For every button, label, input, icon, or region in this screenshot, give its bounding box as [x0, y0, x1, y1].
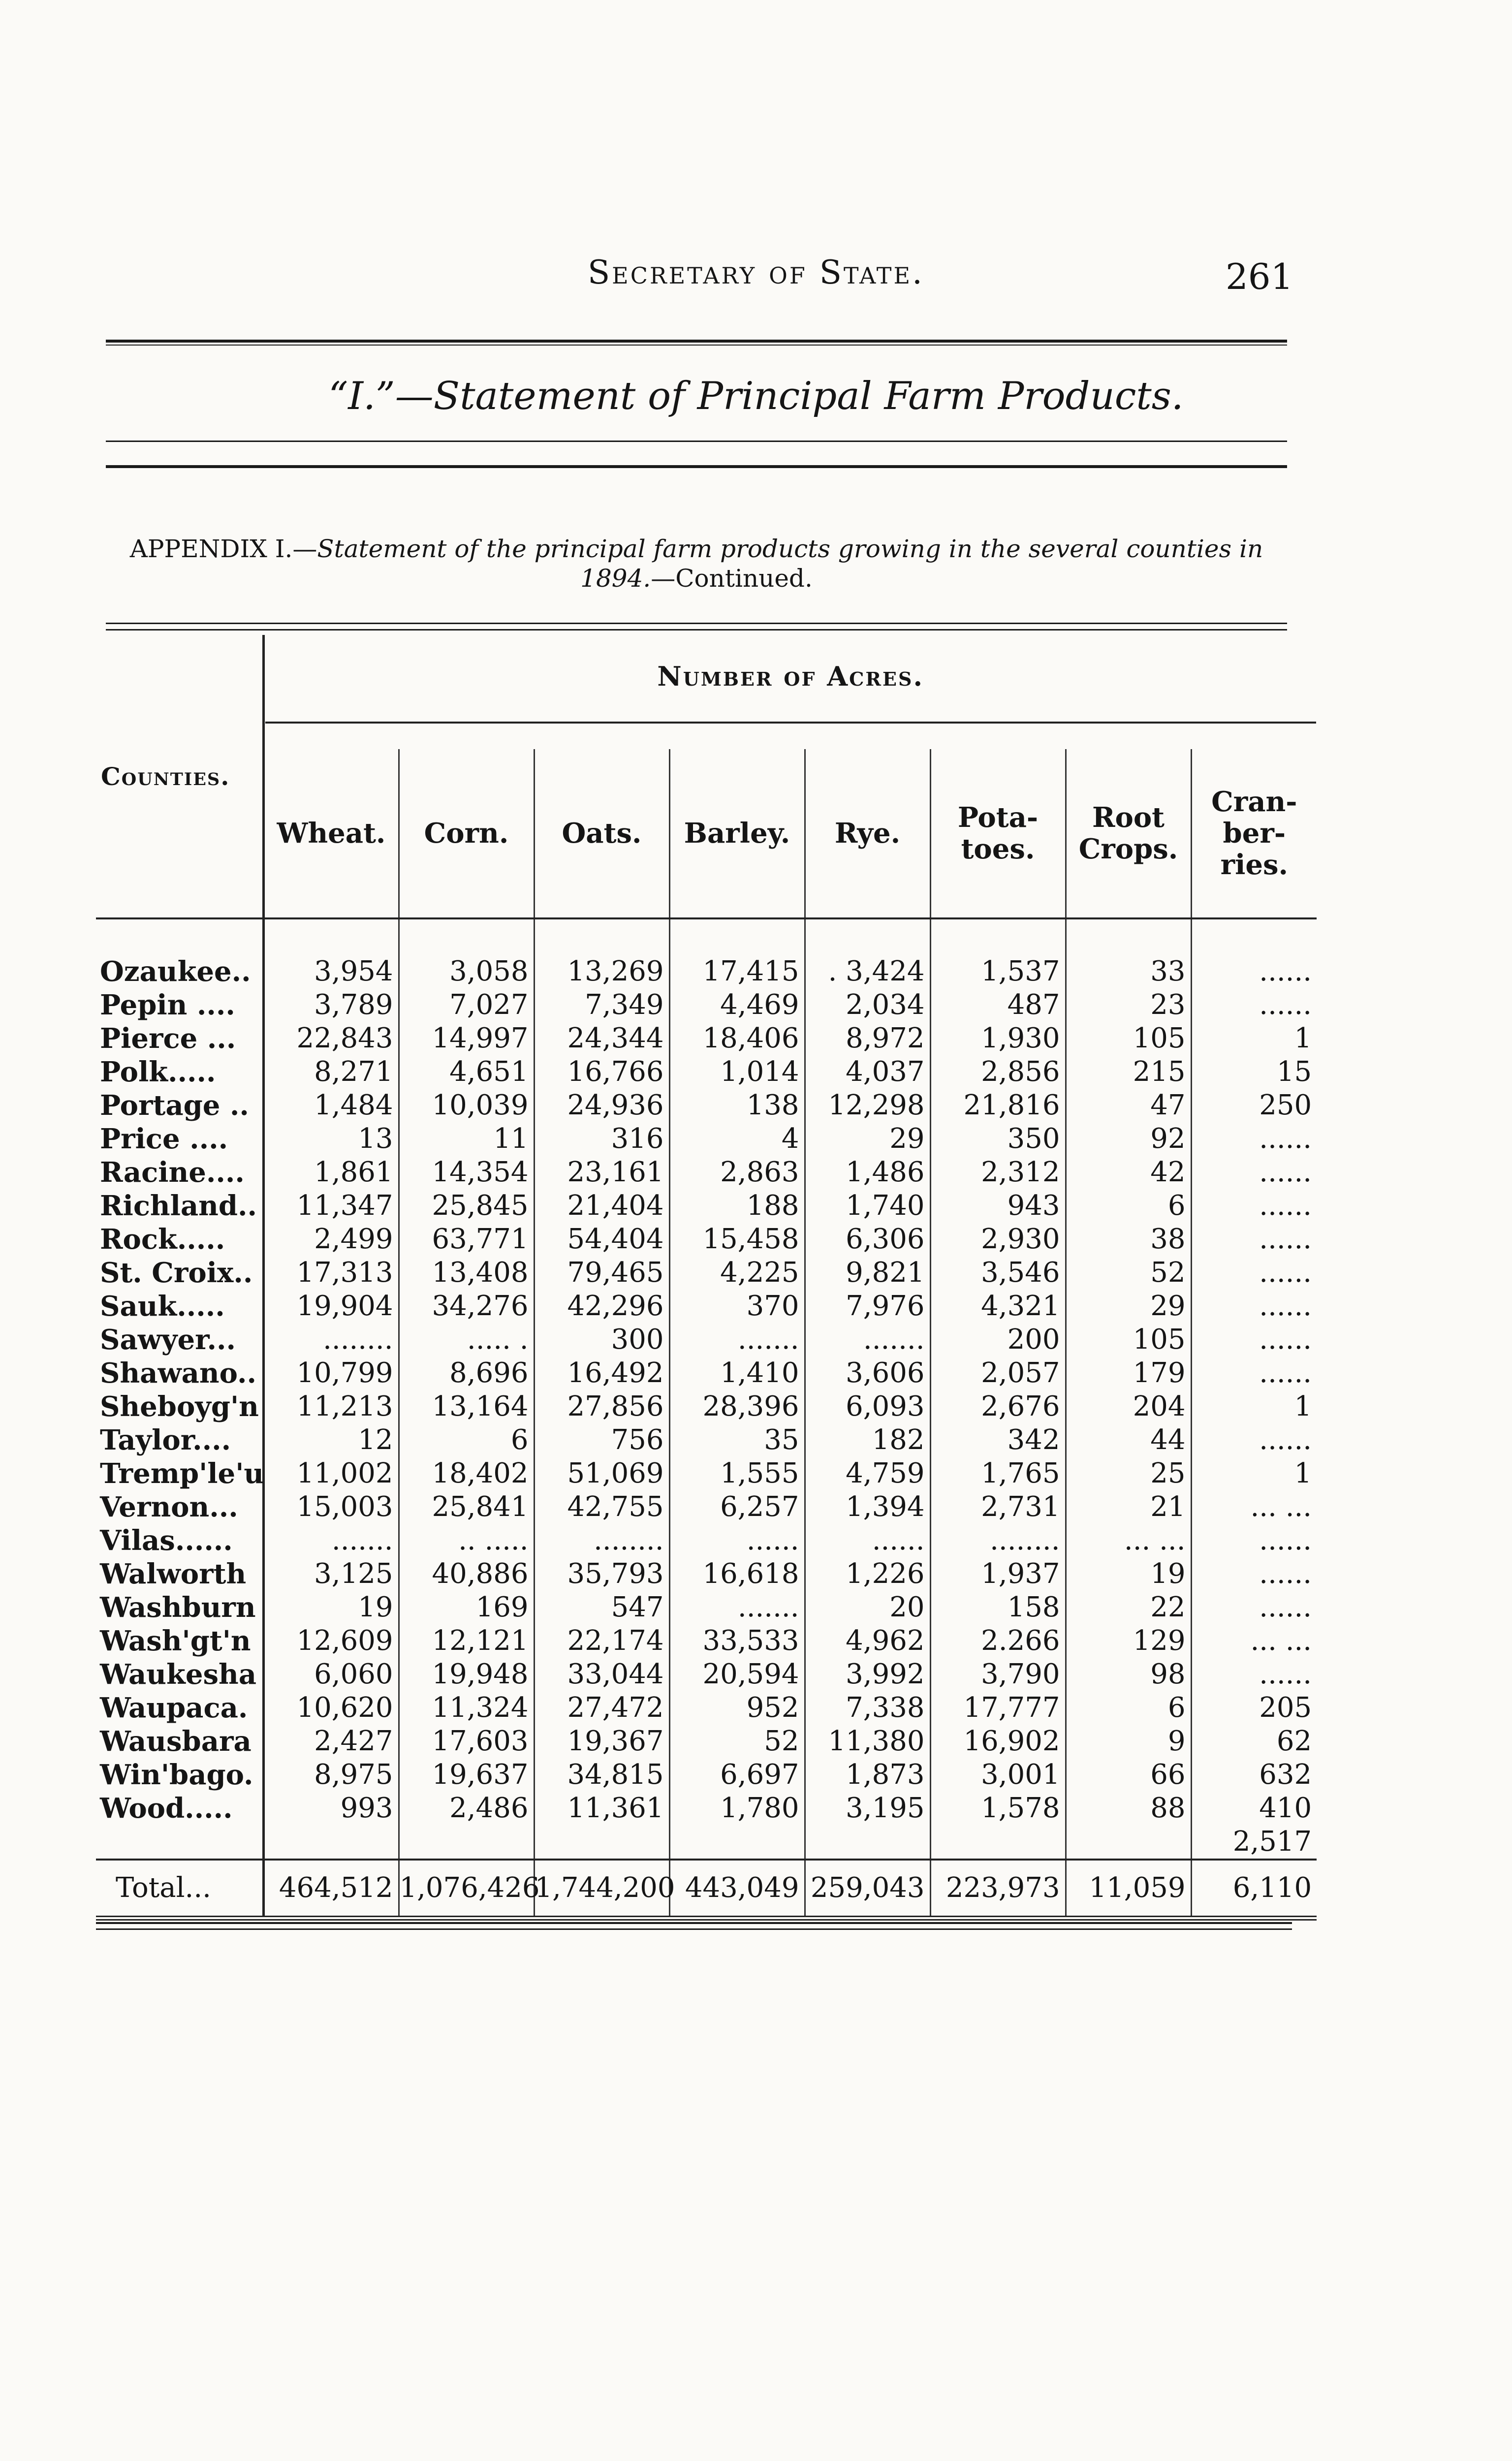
table-cell: 3,789: [263, 988, 399, 1022]
table-cell: 15: [1191, 1055, 1317, 1089]
table-cell: 38: [1066, 1223, 1191, 1256]
table-row: [96, 1156, 1317, 1189]
table-cell: 22,174: [534, 1624, 669, 1658]
table-cell: 17,313: [263, 1256, 399, 1290]
table-cell: .......: [669, 1323, 805, 1357]
table-cell: 21,816: [930, 1089, 1066, 1122]
county-name: Price ....: [100, 1123, 228, 1155]
total-row: [96, 1860, 1317, 1918]
table-cell: 6: [1066, 1691, 1191, 1725]
county-name: Win'bago.: [100, 1759, 253, 1791]
table-cell: 4,759: [805, 1457, 930, 1490]
county-name: Tremp'le'u: [100, 1457, 264, 1490]
table-cell: 2,731: [930, 1490, 1066, 1524]
table-cell: 3,195: [805, 1792, 930, 1825]
table-cell: ........: [263, 1323, 399, 1357]
county-name: Washburn: [100, 1591, 256, 1624]
table-row: [96, 1658, 1317, 1691]
table-cell: 27,472: [534, 1691, 669, 1725]
table-row: [96, 1524, 1317, 1557]
table-cell: 205: [1191, 1691, 1317, 1725]
table-row: [96, 1457, 1317, 1490]
table-cell: 22: [1066, 1591, 1191, 1624]
table-cell: 25,845: [399, 1189, 534, 1223]
table-cell: 11,002: [263, 1457, 399, 1490]
table-cell: 7,027: [399, 988, 534, 1022]
table-cell: 12,121: [399, 1624, 534, 1658]
county-name: Vernon...: [100, 1491, 238, 1523]
table-cell: 215: [1066, 1055, 1191, 1089]
table-cell: ......: [1191, 1323, 1317, 1357]
table-cell: 952: [669, 1691, 805, 1725]
table-cell: 19,367: [534, 1725, 669, 1758]
table-cell: 6: [1066, 1189, 1191, 1223]
table-cell: ......: [1191, 1524, 1317, 1557]
table-cell: 4,469: [669, 988, 805, 1022]
top-rule: [106, 340, 1287, 343]
table-cell: 19,948: [399, 1658, 534, 1691]
table-cell: 11,213: [263, 1390, 399, 1423]
table-row: [96, 1055, 1317, 1089]
table-cell: 16,766: [534, 1055, 669, 1089]
total-cell: 11,059: [1066, 1860, 1191, 1918]
table-cell: 8,975: [263, 1758, 399, 1792]
table-cell: 2,486: [399, 1792, 534, 1825]
table-row: [96, 1390, 1317, 1423]
table-cell: ......: [1191, 1591, 1317, 1624]
column-header: Oats.: [534, 749, 669, 918]
table-cell: .......: [805, 1323, 930, 1357]
table-cell: 21,404: [534, 1189, 669, 1223]
table-cell: 943: [930, 1189, 1066, 1223]
table-cell: ......: [1191, 1256, 1317, 1290]
table-cell: 62: [1191, 1725, 1317, 1758]
table-cell: ......: [805, 1524, 930, 1557]
appendix-caption-text: Statement of the principal farm products growing in the several counties in 1894.: [317, 535, 1263, 593]
table-cell: 35,793: [534, 1557, 669, 1591]
total-cell: 464,512: [263, 1860, 399, 1918]
county-name: Vilas......: [100, 1524, 233, 1557]
county-name: Pepin ....: [100, 989, 235, 1021]
table-cell: 18,406: [669, 1022, 805, 1055]
running-head: Secretary of State.: [587, 253, 925, 291]
table-cell: 1: [1191, 1390, 1317, 1423]
table-cell: 2.266: [930, 1624, 1066, 1658]
table-cell: ......: [1191, 1423, 1317, 1457]
table-cell: 1,861: [263, 1156, 399, 1189]
table-row: [96, 1256, 1317, 1290]
table-cell: 63,771: [399, 1223, 534, 1256]
county-name: Polk.....: [100, 1056, 216, 1088]
table-cell: ......: [1191, 955, 1317, 988]
table-row: [96, 1591, 1317, 1624]
table-cell: ......: [1191, 1189, 1317, 1223]
table-cell: ... ...: [1191, 1624, 1317, 1658]
mid-rule-2: [106, 465, 1287, 468]
table-cell: ......: [1191, 988, 1317, 1022]
table-cell: 19: [263, 1591, 399, 1624]
table-row: [96, 1290, 1317, 1323]
table-cell: 1,555: [669, 1457, 805, 1490]
table-cell: 3,790: [930, 1658, 1066, 1691]
table-row: [96, 955, 1317, 988]
table-cell: .......: [263, 1524, 399, 1557]
county-name: Wausbara: [100, 1725, 252, 1758]
group-header: Number of Acres.: [263, 635, 1317, 749]
table-cell: 3,546: [930, 1256, 1066, 1290]
table-cell: 88: [1066, 1792, 1191, 1825]
table-cell: 51,069: [534, 1457, 669, 1490]
table-cell: 6,306: [805, 1223, 930, 1256]
table-cell: 632: [1191, 1758, 1317, 1792]
table-cell: 14,997: [399, 1022, 534, 1055]
table-cell: 138: [669, 1089, 805, 1122]
county-name: Waukesha: [100, 1658, 256, 1691]
county-name: St. Croix..: [100, 1257, 253, 1289]
county-name: Rock.....: [100, 1223, 225, 1256]
table-cell: 19: [1066, 1557, 1191, 1591]
table-cell: 6: [399, 1423, 534, 1457]
table-cell: ........: [930, 1524, 1066, 1557]
table-cell: 9: [1066, 1725, 1191, 1758]
table-cell: 12,609: [263, 1624, 399, 1658]
table-row: [96, 1323, 1317, 1357]
table-cell: 370: [669, 1290, 805, 1323]
table-row: [96, 1089, 1317, 1122]
table-cell: 2,930: [930, 1223, 1066, 1256]
table-cell: 23,161: [534, 1156, 669, 1189]
table-cell: 24,936: [534, 1089, 669, 1122]
table-cell: 547: [534, 1591, 669, 1624]
table-cell: 250: [1191, 1089, 1317, 1122]
table-cell: 1,937: [930, 1557, 1066, 1591]
table-cell: 29: [805, 1122, 930, 1156]
table-cell: 19,904: [263, 1290, 399, 1323]
table-cell: 20,594: [669, 1658, 805, 1691]
table-cell: 2,034: [805, 988, 930, 1022]
table-cell: ......: [1191, 1557, 1317, 1591]
table-cell: 20: [805, 1591, 930, 1624]
table-row: [96, 1490, 1317, 1524]
county-name: Walworth: [100, 1558, 247, 1590]
county-column-header: Counties.: [96, 635, 263, 918]
table-cell: 1,226: [805, 1557, 930, 1591]
cranberries-extra-value: 2,517: [1191, 1825, 1317, 1860]
table-cell: 1,486: [805, 1156, 930, 1189]
table-cell: 300: [534, 1323, 669, 1357]
farm-products-table: [96, 635, 1317, 1921]
county-name: Ozaukee..: [100, 955, 251, 988]
column-header-row: [96, 749, 1317, 918]
appendix-label: APPENDIX I.—: [129, 535, 317, 563]
table-cell: 1,410: [669, 1357, 805, 1390]
table-cell: 4,037: [805, 1055, 930, 1089]
table-cell: 15,003: [263, 1490, 399, 1524]
table-cell: 2,499: [263, 1223, 399, 1256]
total-cell: 443,049: [669, 1860, 805, 1918]
table-cell: 12: [263, 1423, 399, 1457]
table-cell: 1: [1191, 1457, 1317, 1490]
county-name: Richland..: [100, 1190, 257, 1222]
county-name: Taylor....: [100, 1424, 231, 1456]
table-cell: 1,780: [669, 1792, 805, 1825]
table-cell: 3,125: [263, 1557, 399, 1591]
column-header: Root Crops.: [1066, 749, 1191, 918]
table-cell: 13: [263, 1122, 399, 1156]
county-name: Waupaca.: [100, 1692, 248, 1724]
table-cell: 7,349: [534, 988, 669, 1022]
table-cell: 129: [1066, 1624, 1191, 1658]
table-cell: 182: [805, 1423, 930, 1457]
table-cell: 13,408: [399, 1256, 534, 1290]
table-cell: 18,402: [399, 1457, 534, 1490]
table-cell: 16,618: [669, 1557, 805, 1591]
table-cell: 17,415: [669, 955, 805, 988]
column-header: Cran-ber-ries.: [1191, 749, 1317, 918]
table-cell: 7,338: [805, 1691, 930, 1725]
table-cell: 1,930: [930, 1022, 1066, 1055]
column-header: Corn.: [399, 749, 534, 918]
county-name: Shawano..: [100, 1357, 257, 1389]
table-cell: 23: [1066, 988, 1191, 1022]
table-cell: 17,603: [399, 1725, 534, 1758]
table-cell: 42,296: [534, 1290, 669, 1323]
table-cell: 14,354: [399, 1156, 534, 1189]
bottom-rule-1: [96, 1922, 1292, 1924]
table-cell: ......: [1191, 1357, 1317, 1390]
mid-rule-1: [106, 441, 1287, 442]
table-cell: 16,492: [534, 1357, 669, 1390]
page-number: 261: [1226, 256, 1293, 297]
table-cell: 1,873: [805, 1758, 930, 1792]
table-cell: 200: [930, 1323, 1066, 1357]
table-cell: 35: [669, 1423, 805, 1457]
table-cell: 2,057: [930, 1357, 1066, 1390]
county-name: Racine....: [100, 1156, 245, 1189]
table-cell: 4,321: [930, 1290, 1066, 1323]
table-cell: 105: [1066, 1323, 1191, 1357]
table-cell: ......: [1191, 1290, 1317, 1323]
table-row: [96, 1423, 1317, 1457]
table-cell: 24,344: [534, 1022, 669, 1055]
column-header: Rye.: [805, 749, 930, 918]
table-cell: 66: [1066, 1758, 1191, 1792]
table-cell: 40,886: [399, 1557, 534, 1591]
table-cell: 42: [1066, 1156, 1191, 1189]
table-cell: ... ...: [1066, 1524, 1191, 1557]
table-cell: 34,276: [399, 1290, 534, 1323]
appendix-continued: —Continued.: [651, 564, 813, 593]
table-cell: 9,821: [805, 1256, 930, 1290]
table-cell: ......: [1191, 1223, 1317, 1256]
table-cell: .. .....: [399, 1524, 534, 1557]
county-name: Wood.....: [100, 1792, 233, 1825]
table-cell: 350: [930, 1122, 1066, 1156]
table-cell: 756: [534, 1423, 669, 1457]
table-cell: 34,815: [534, 1758, 669, 1792]
table-cell: 28,396: [669, 1390, 805, 1423]
column-header: Barley.: [669, 749, 805, 918]
appendix-caption: [106, 534, 1287, 593]
table-top-rule-2: [106, 629, 1287, 631]
table-cell: .......: [669, 1591, 805, 1624]
table-row: [96, 1691, 1317, 1725]
table-cell: 22,843: [263, 1022, 399, 1055]
table-cell: 3,992: [805, 1658, 930, 1691]
table-row: [96, 1624, 1317, 1658]
table-cell: 11,361: [534, 1792, 669, 1825]
table-cell: ......: [1191, 1658, 1317, 1691]
total-cell: 6,110: [1191, 1860, 1317, 1918]
table-cell: 47: [1066, 1089, 1191, 1122]
table-cell: 13,164: [399, 1390, 534, 1423]
table-cell: 98: [1066, 1658, 1191, 1691]
table-cell: ......: [1191, 1122, 1317, 1156]
table-cell: 11,380: [805, 1725, 930, 1758]
table-cell: ......: [1191, 1156, 1317, 1189]
table-cell: 2,856: [930, 1055, 1066, 1089]
table-cell: 52: [669, 1725, 805, 1758]
top-rule-thin: [106, 345, 1287, 346]
table-cell: 7,976: [805, 1290, 930, 1323]
total-cell: 223,973: [930, 1860, 1066, 1918]
county-name: Sheboyg'n: [100, 1390, 259, 1423]
table-cell: 6,060: [263, 1658, 399, 1691]
table-cell: 10,799: [263, 1357, 399, 1390]
table-cell: 79,465: [534, 1256, 669, 1290]
total-label: Total...: [96, 1860, 263, 1918]
table-cell: 487: [930, 988, 1066, 1022]
table-cell: 92: [1066, 1122, 1191, 1156]
table-cell: 1,740: [805, 1189, 930, 1223]
county-name: Wash'gt'n: [100, 1625, 251, 1657]
table-cell: 158: [930, 1591, 1066, 1624]
table-cell: 15,458: [669, 1223, 805, 1256]
table-cell: 21: [1066, 1490, 1191, 1524]
table-row: [96, 1758, 1317, 1792]
table-row: [96, 1223, 1317, 1256]
table-row: [96, 1122, 1317, 1156]
table-cell: 3,606: [805, 1357, 930, 1390]
table-cell: 2,427: [263, 1725, 399, 1758]
table-cell: 11: [399, 1122, 534, 1156]
table-cell: 8,271: [263, 1055, 399, 1089]
table-row: [96, 1792, 1317, 1825]
table-cell: 1: [1191, 1022, 1317, 1055]
table-cell: 1,537: [930, 955, 1066, 988]
table-cell: 25,841: [399, 1490, 534, 1524]
table-cell: 4,651: [399, 1055, 534, 1089]
table-cell: 3,001: [930, 1758, 1066, 1792]
table-cell: 29: [1066, 1290, 1191, 1323]
table-cell: 3,954: [263, 955, 399, 988]
table-cell: 2,863: [669, 1156, 805, 1189]
table-body: [96, 918, 1317, 1918]
county-name: Pierce ...: [100, 1022, 236, 1055]
table-cell: 8,972: [805, 1022, 930, 1055]
table-cell: 2,676: [930, 1390, 1066, 1423]
table-cell: 33,044: [534, 1658, 669, 1691]
section-title: “I.”—Statement of Principal Farm Products.: [328, 374, 1184, 418]
table-cell: 13,269: [534, 955, 669, 988]
table-row: [96, 1022, 1317, 1055]
column-header: Wheat.: [263, 749, 399, 918]
table-cell: 10,620: [263, 1691, 399, 1725]
table-cell: 6,697: [669, 1758, 805, 1792]
table-cell: 1,394: [805, 1490, 930, 1524]
table-cell: 54,404: [534, 1223, 669, 1256]
total-cell: 259,043: [805, 1860, 930, 1918]
table-cell: 6,257: [669, 1490, 805, 1524]
table-cell: 1,765: [930, 1457, 1066, 1490]
table-cell: 1,578: [930, 1792, 1066, 1825]
table-cell: 993: [263, 1792, 399, 1825]
table-cell: 4,962: [805, 1624, 930, 1658]
table-top-rule-1: [106, 623, 1287, 624]
table-cell: ... ...: [1191, 1490, 1317, 1524]
table-cell: 6,093: [805, 1390, 930, 1423]
table-cell: 44: [1066, 1423, 1191, 1457]
county-name: Portage ..: [100, 1089, 249, 1122]
column-header: Pota-toes.: [930, 749, 1066, 918]
table-cell: 204: [1066, 1390, 1191, 1423]
table-cell: 16,902: [930, 1725, 1066, 1758]
table-cell: 2,312: [930, 1156, 1066, 1189]
table-cell: 11,324: [399, 1691, 534, 1725]
table-cell: 410: [1191, 1792, 1317, 1825]
table-cell: 33,533: [669, 1624, 805, 1658]
table-cell: 42,755: [534, 1490, 669, 1524]
bottom-rule-2: [96, 1928, 1292, 1930]
table-row: [96, 1725, 1317, 1758]
table-cell: ........: [534, 1524, 669, 1557]
table-cell: 12,298: [805, 1089, 930, 1122]
table-cell: ......: [669, 1524, 805, 1557]
table-cell: . 3,424: [805, 955, 930, 988]
table-cell: 188: [669, 1189, 805, 1223]
county-name: Sawyer...: [100, 1324, 236, 1356]
table-cell: 17,777: [930, 1691, 1066, 1725]
table-cell: 316: [534, 1122, 669, 1156]
table-cell: 4,225: [669, 1256, 805, 1290]
table-cell: 8,696: [399, 1357, 534, 1390]
table-cell: 3,058: [399, 955, 534, 988]
table-cell: 1,014: [669, 1055, 805, 1089]
table-row: [96, 1557, 1317, 1591]
table-cell: 33: [1066, 955, 1191, 988]
table-cell: 1,484: [263, 1089, 399, 1122]
table-cell: 105: [1066, 1022, 1191, 1055]
table-cell: 10,039: [399, 1089, 534, 1122]
table-cell: 52: [1066, 1256, 1191, 1290]
table-cell: 27,856: [534, 1390, 669, 1423]
table-cell: 19,637: [399, 1758, 534, 1792]
table-row: [96, 1357, 1317, 1390]
table-cell: 169: [399, 1591, 534, 1624]
total-cell: 1,076,426: [399, 1860, 534, 1918]
total-cell: 1,744,200: [534, 1860, 669, 1918]
table-cell: 179: [1066, 1357, 1191, 1390]
table-row: [96, 1189, 1317, 1223]
table-cell: 342: [930, 1423, 1066, 1457]
table-cell: 4: [669, 1122, 805, 1156]
table-cell: ..... .: [399, 1323, 534, 1357]
county-name: Sauk.....: [100, 1290, 225, 1323]
table-cell: 11,347: [263, 1189, 399, 1223]
table-cell: 25: [1066, 1457, 1191, 1490]
table-row: [96, 988, 1317, 1022]
